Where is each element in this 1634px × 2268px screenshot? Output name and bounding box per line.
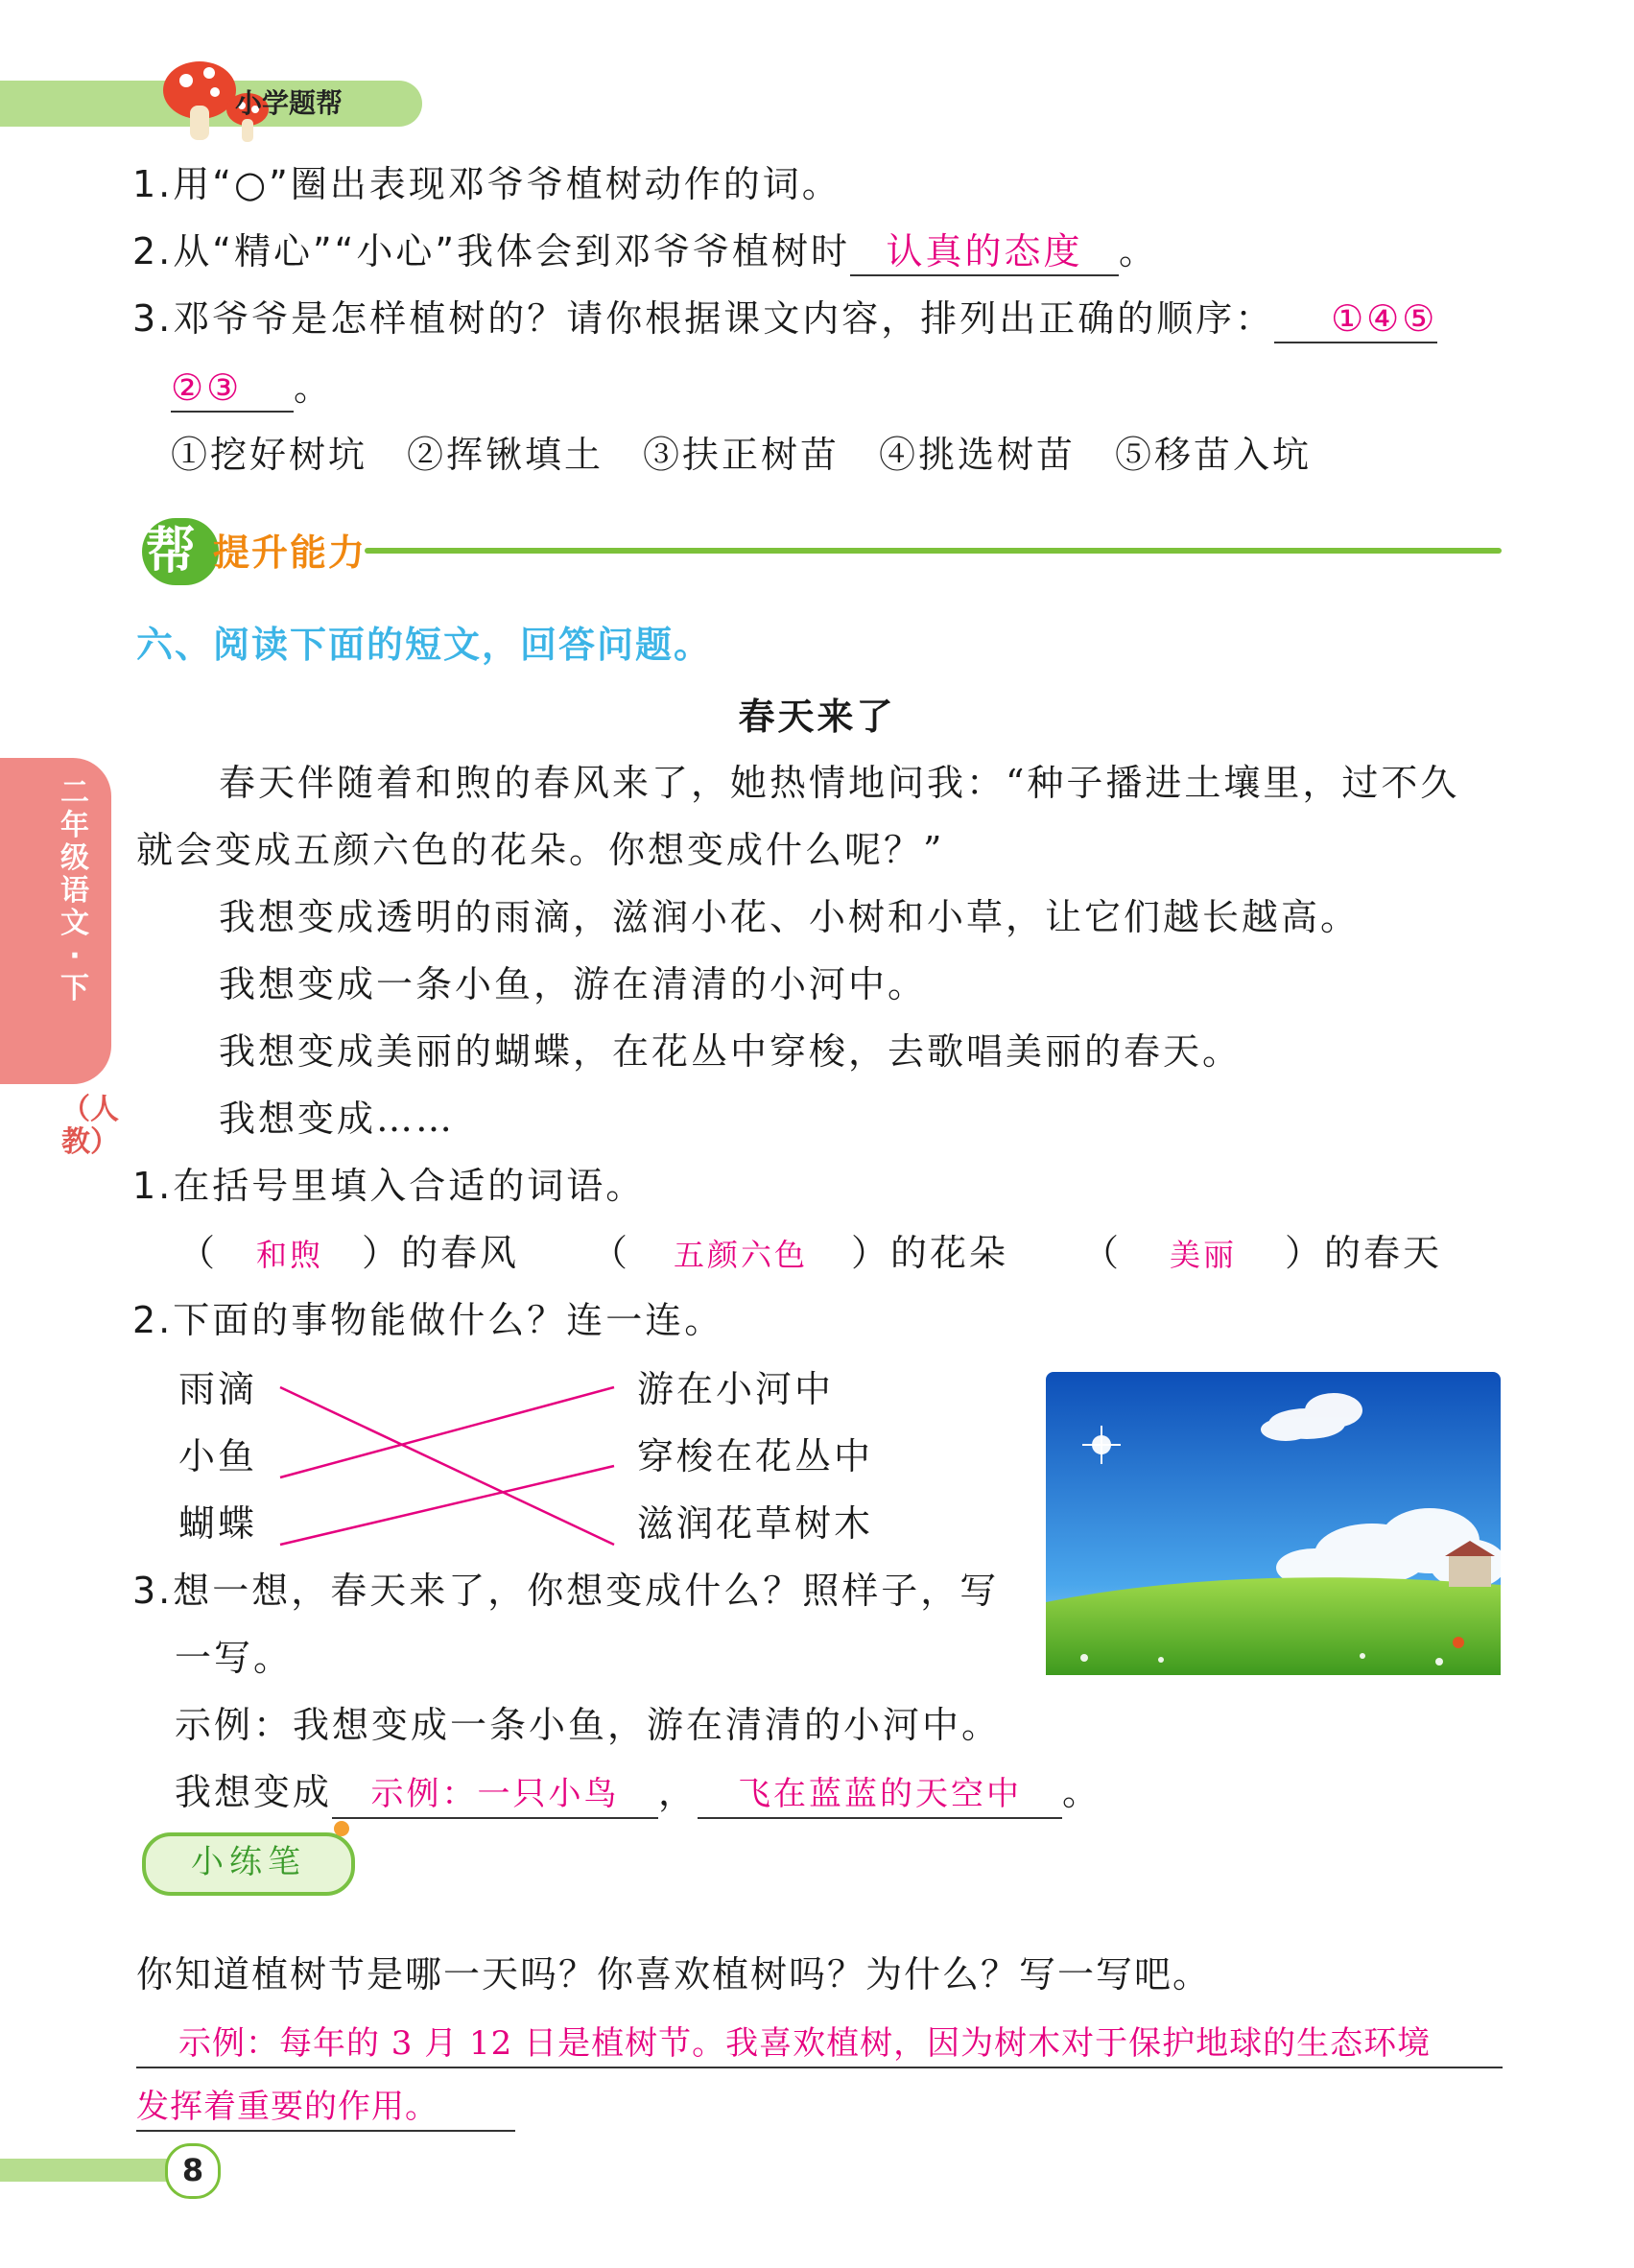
paren-close: ）	[1285, 1232, 1325, 1274]
practice-answer-line1: 示例：每年的 3 月 12 日是植树节。我喜欢植树，因为树木对于保护地球的生态环境	[136, 2020, 1503, 2068]
rq3-prompt-line1: 3.想一想，春天来了，你想变成什么？照样子，写	[132, 1570, 1000, 1612]
question-2-prefix: 2.从“精心”“小心”我体会到邓爷爷植树时	[132, 230, 851, 272]
paren-open: （	[591, 1232, 631, 1274]
match-right-1: 游在小河中	[637, 1368, 835, 1410]
practice-label: 小练笔	[191, 1843, 306, 1881]
rq1-suffix-1: 的春风	[401, 1232, 520, 1274]
question-3-options: ①挖好树坑 ②挥锹填土 ③扶正树苗 ④挑选树苗 ⑤移苗入坑	[171, 434, 1313, 476]
header-title: 小学题帮	[235, 87, 343, 119]
spring-meadow-image	[1046, 1372, 1501, 1675]
match-left-2: 小鱼	[178, 1435, 258, 1477]
rq1-answer-2: 五颜六色	[674, 1237, 809, 1273]
passage-p1-line1: 春天伴随着和煦的春风来了，她热情地问我：“种子播进土壤里，过不久	[219, 762, 1460, 804]
question-1: 1.用“○”圈出表现邓爷爷植树动作的词。	[132, 163, 841, 205]
passage-p4: 我想变成美丽的蝴蝶，在花丛中穿梭，去歌唱美丽的春天。	[219, 1030, 1243, 1073]
rq1-answer-3: 美丽	[1170, 1237, 1238, 1273]
rq1-answer-1: 和煦	[256, 1237, 324, 1273]
match-left-3: 蝴蝶	[178, 1502, 258, 1545]
side-tab-text: 二年级语文·下	[60, 776, 89, 1005]
rq3-answer-row	[175, 1769, 1101, 1819]
passage-p5: 我想变成……	[219, 1098, 456, 1140]
question-3-prefix: 3.邓爷爷是怎样植树的？请你根据课文内容，排列出正确的顺序：	[132, 297, 1275, 340]
practice-prompt: 你知道植树节是哪一天吗？你喜欢植树吗？为什么？写一写吧。	[136, 1953, 1212, 1996]
passage-p1-line2: 就会变成五颜六色的花朵。你想变成什么呢？”	[136, 829, 945, 871]
rq3-example: 示例：我想变成一条小鱼，游在清清的小河中。	[175, 1704, 1002, 1746]
match-line-1	[280, 1387, 614, 1545]
rq3-prefix: 我想变成	[175, 1771, 333, 1813]
passage-p2: 我想变成透明的雨滴，滋润小花、小树和小草，让它们越长越高。	[219, 896, 1361, 938]
flower-dot-icon	[334, 1821, 349, 1836]
question-2-suffix: 。	[1119, 230, 1159, 272]
section-badge-char: 帮	[146, 523, 197, 580]
paren-open: （	[178, 1232, 219, 1274]
rq1-suffix-2: 的花朵	[890, 1232, 1009, 1274]
reading-instruction: 六、阅读下面的短文，回答问题。	[136, 624, 713, 666]
rq3-answer-1: 示例：一只小鸟	[332, 1771, 658, 1819]
question-3-answer-line2: ②③	[171, 365, 294, 413]
reading-title: 春天来了	[738, 696, 896, 738]
rq3-comma: ，	[658, 1771, 699, 1813]
match-line-3	[280, 1466, 614, 1545]
section-title: 提升能力	[213, 532, 367, 574]
match-line-2	[280, 1387, 614, 1477]
rq2-prompt: 2.下面的事物能做什么？连一连。	[132, 1299, 724, 1341]
question-2-answer: 认真的态度	[850, 228, 1119, 276]
paren-close: ）	[851, 1232, 891, 1274]
match-right-3: 滋润花草树木	[637, 1502, 874, 1545]
rq3-prompt-line2: 一写。	[175, 1637, 294, 1679]
passage-p3: 我想变成一条小鱼，游在清清的小河中。	[219, 963, 928, 1005]
paren-close: ）	[362, 1232, 402, 1274]
practice-answer-line2: 发挥着重要的作用。	[136, 2084, 515, 2132]
match-right-2: 穿梭在花丛中	[637, 1435, 874, 1477]
page-number: 8	[181, 2152, 204, 2188]
side-tab-sub: （人教）	[61, 1093, 119, 1159]
match-left-1: 雨滴	[178, 1368, 258, 1410]
rq3-answer-2: 飞在蓝蓝的天空中	[698, 1771, 1062, 1819]
question-3-suffix: 。	[294, 366, 334, 409]
rq3-suffix: 。	[1062, 1771, 1102, 1813]
rq1-suffix-3: 的春天	[1324, 1232, 1443, 1274]
question-3-answer-line1: ①④⑤	[1274, 295, 1437, 343]
paren-open: （	[1082, 1232, 1123, 1274]
rq1-prompt: 1.在括号里填入合适的词语。	[132, 1165, 646, 1207]
